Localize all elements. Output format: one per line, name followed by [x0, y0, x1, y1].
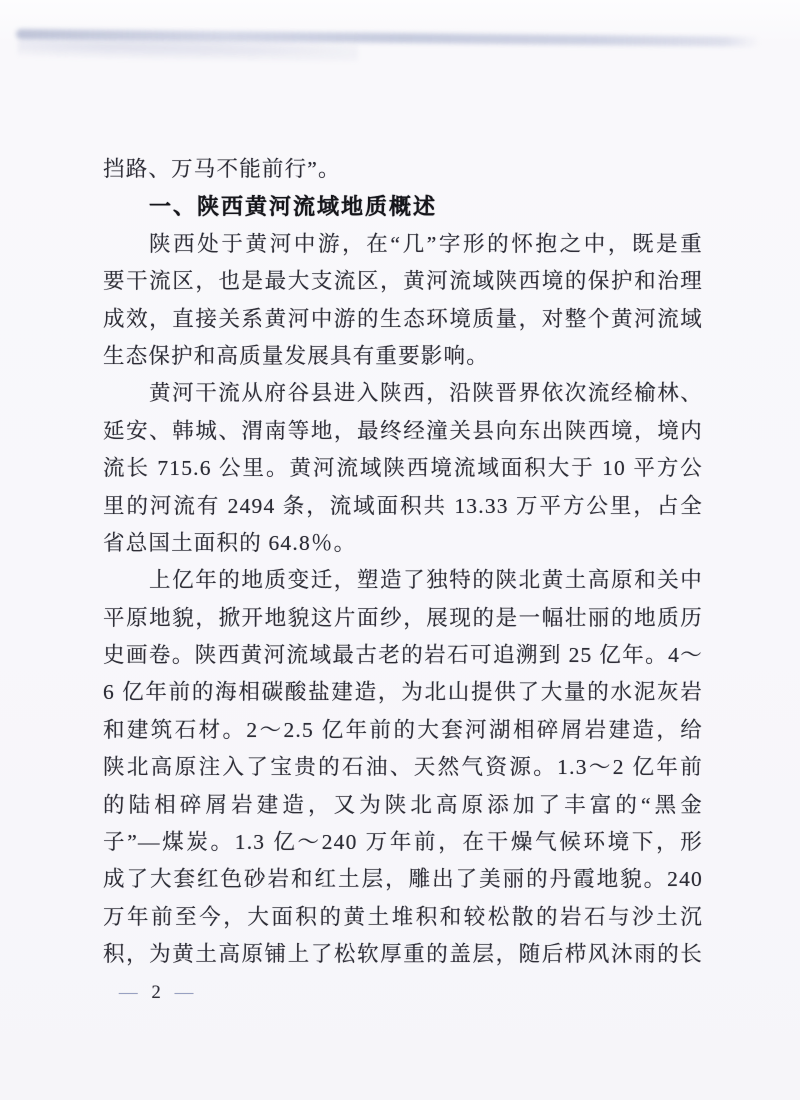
- text-line: 成效，直接关系黄河中游的生态环境质量，对整个黄河流域: [103, 306, 703, 331]
- text-line: 里的河流有 2494 条，流域面积共 13.33 万平方公里，占全: [103, 493, 703, 518]
- page-number-dash-left: —: [119, 983, 138, 1003]
- text-line: 陕北高原注入了宝贵的石油、天然气资源。1.3～2 亿年前: [103, 755, 703, 780]
- text-line: 成了大套红色砂岩和红土层，雕出了美丽的丹霞地貌。240: [103, 867, 703, 892]
- text-line: 上亿年的地质变迁，塑造了独特的陕北黄土高原和关中: [149, 568, 703, 593]
- text-line: 生态保护和高质量发展具有重要影响。: [103, 343, 489, 368]
- text-line: 挡路、万马不能前行”。: [103, 157, 341, 181]
- text-line: 积，为黄土高原铺上了松软厚重的盖层，随后栉风沐雨的长: [103, 942, 703, 967]
- text-line: 省总国土面积的 64.8％。: [103, 530, 357, 555]
- text-line: 陕西处于黄河中游，在“几”字形的怀抱之中，既是重: [149, 231, 703, 256]
- page-number: [119, 981, 193, 1005]
- page-number-value: 2: [151, 983, 161, 1003]
- text-line: 子”—煤炭。1.3 亿～240 万年前，在干燥气候环境下，形: [103, 830, 703, 855]
- page-number-dash-right: —: [174, 983, 194, 1003]
- text-line: 史画卷。陕西黄河流域最古老的岩石可追溯到 25 亿年。4～: [103, 643, 703, 668]
- text-line: 的陆相碎屑岩建造，又为陕北高原添加了丰富的“黑金: [103, 792, 703, 817]
- section-heading: 一、陕西黄河流域地质概述: [149, 194, 438, 220]
- text-line: 6 亿年前的海相碳酸盐建造，为北山提供了大量的水泥灰岩: [103, 680, 703, 705]
- scan-noise-artifact: [18, 36, 358, 62]
- text-line: 黄河干流从府谷县进入陕西，沿陕晋界依次流经榆林、: [149, 381, 703, 406]
- text-line: 要干流区，也是最大支流区，黄河流域陕西境的保护和治理: [103, 269, 703, 294]
- document-body: [103, 151, 703, 974]
- text-line: 和建筑石材。2～2.5 亿年前的大套河湖相碎屑岩建造，给: [103, 717, 703, 742]
- text-line: 平原地貌，掀开地貌这片面纱，展现的是一幅壮丽的地质历: [103, 605, 703, 630]
- text-line: 万年前至今，大面积的黄土堆积和较松散的岩石与沙土沉: [103, 904, 703, 929]
- text-line: 流长 715.6 公里。黄河流域陕西境流域面积大于 10 平方公: [103, 456, 703, 481]
- text-line: 延安、韩城、渭南等地，最终经潼关县向东出陕西境，境内: [103, 418, 703, 443]
